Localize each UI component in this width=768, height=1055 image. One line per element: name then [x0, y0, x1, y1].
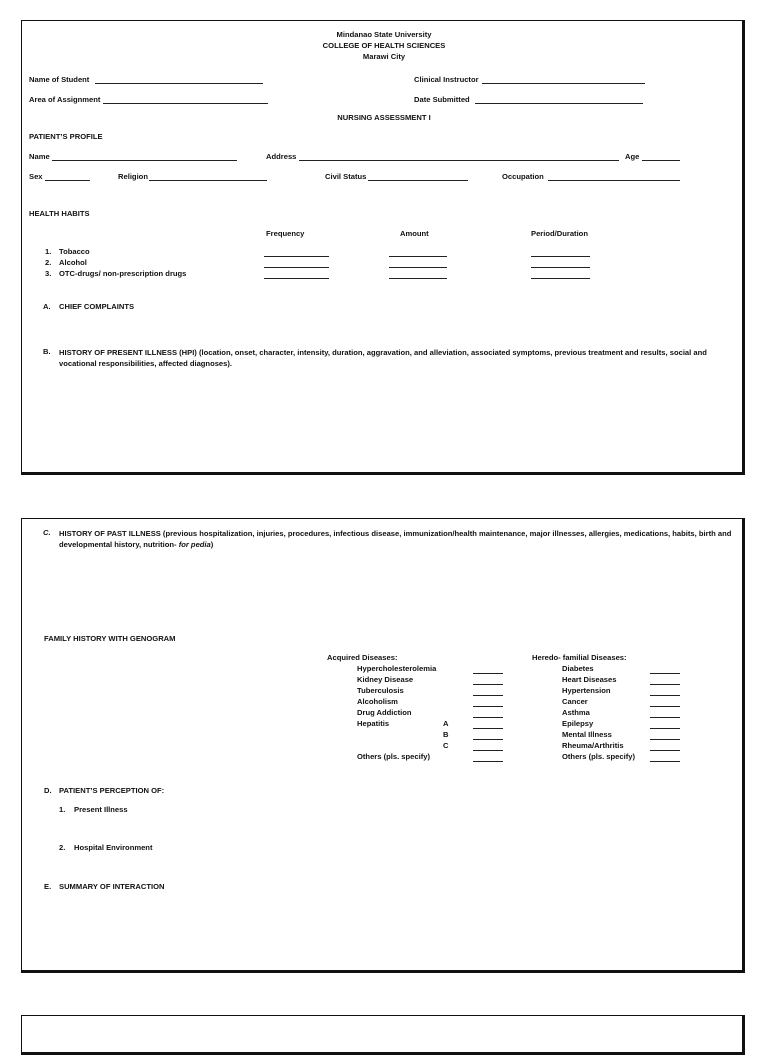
- acquired-disease-label: Drug Addiction: [357, 708, 412, 717]
- hepatitis-type-label: A: [443, 719, 449, 728]
- period-duration-column-header: Period/Duration: [531, 229, 588, 238]
- acquired-disease-blank[interactable]: [473, 717, 503, 718]
- acquired-disease-blank[interactable]: [473, 706, 503, 707]
- patient-perception-heading: PATIENT’S PERCEPTION OF:: [59, 786, 165, 795]
- chief-complaints-heading: CHIEF COMPLAINTS: [59, 302, 135, 311]
- heredo-disease-blank[interactable]: [650, 684, 680, 685]
- heredo-familial-heading: Heredo- familial Diseases:: [532, 653, 627, 662]
- tobacco-amount-blank[interactable]: [389, 256, 447, 257]
- patient-profile-heading: PATIENT’S PROFILE: [29, 132, 103, 141]
- hospital-environment-label: Hospital Environment: [74, 843, 153, 852]
- college-name: COLLEGE OF HEALTH SCIENCES: [322, 41, 446, 50]
- area-of-assignment-blank[interactable]: [103, 103, 268, 104]
- age-blank[interactable]: [642, 160, 680, 161]
- address-label: Address: [266, 152, 297, 161]
- address-blank[interactable]: [299, 160, 619, 161]
- habit-number: 1.: [45, 247, 52, 256]
- habit-number: 2.: [45, 258, 52, 267]
- acquired-disease-blank[interactable]: [473, 739, 503, 740]
- form-title: NURSING ASSESSMENT I: [337, 113, 431, 122]
- city-name: Marawi City: [362, 52, 406, 61]
- section-e-letter: E.: [44, 882, 52, 891]
- heredo-disease-label: Asthma: [562, 708, 590, 717]
- acquired-disease-blank[interactable]: [473, 728, 503, 729]
- area-of-assignment-label: Area of Assignment: [29, 95, 101, 104]
- acquired-disease-blank[interactable]: [473, 684, 503, 685]
- heredo-disease-label: Hypertension: [562, 686, 611, 695]
- acquired-disease-label: Tuberculosis: [357, 686, 404, 695]
- heredo-disease-label: Diabetes: [562, 664, 594, 673]
- sex-blank[interactable]: [45, 180, 90, 181]
- heredo-disease-blank[interactable]: [650, 717, 680, 718]
- name-of-student-blank[interactable]: [95, 83, 263, 84]
- section-c-letter: C.: [43, 528, 51, 537]
- past-illness-text-end: ): [210, 540, 214, 549]
- occupation-blank[interactable]: [548, 180, 680, 181]
- clinical-instructor-blank[interactable]: [482, 83, 645, 84]
- section-a-letter: A.: [43, 302, 51, 311]
- clinical-instructor-label: Clinical Instructor: [414, 75, 479, 84]
- civil-status-label: Civil Status: [325, 172, 367, 181]
- civil-status-blank[interactable]: [368, 180, 468, 181]
- habit-otc-drugs-label: OTC-drugs/ non-prescription drugs: [59, 269, 187, 278]
- past-illness-text: HISTORY OF PAST ILLNESS (previous hospitalization, injuries, procedures, infectious disease, immunization/health maintenance, major illnesses, allergies, medications, habits, birth and developmental history, nutrition-: [59, 529, 732, 549]
- acquired-disease-label: Hypercholesterolemia: [357, 664, 437, 673]
- past-illness-italic-text: for pedia: [178, 540, 211, 549]
- sex-label: Sex: [29, 172, 43, 181]
- tobacco-period-blank[interactable]: [531, 256, 590, 257]
- summary-of-interaction-heading: SUMMARY OF INTERACTION: [59, 882, 165, 891]
- perception-item-number: 2.: [59, 843, 66, 852]
- alcohol-frequency-blank[interactable]: [264, 267, 329, 268]
- amount-column-header: Amount: [400, 229, 429, 238]
- acquired-diseases-heading: Acquired Diseases:: [327, 653, 398, 662]
- heredo-disease-blank[interactable]: [650, 761, 680, 762]
- religion-blank[interactable]: [149, 180, 267, 181]
- tobacco-frequency-blank[interactable]: [264, 256, 329, 257]
- present-illness-label: Present Illness: [74, 805, 128, 814]
- frequency-column-header: Frequency: [266, 229, 305, 238]
- name-of-student-label: Name of Student: [29, 75, 90, 84]
- date-submitted-label: Date Submitted: [414, 95, 470, 104]
- acquired-disease-blank[interactable]: [473, 695, 503, 696]
- heredo-disease-blank[interactable]: [650, 728, 680, 729]
- acquired-disease-blank[interactable]: [473, 673, 503, 674]
- heredo-disease-label: Heart Diseases: [562, 675, 617, 684]
- past-illness-heading: [59, 528, 741, 550]
- acquired-disease-blank[interactable]: [473, 750, 503, 751]
- perception-item-number: 1.: [59, 805, 66, 814]
- otc-frequency-blank[interactable]: [264, 278, 329, 279]
- alcohol-period-blank[interactable]: [531, 267, 590, 268]
- heredo-disease-label: Rheuma/Arthritis: [562, 741, 624, 750]
- date-submitted-blank[interactable]: [475, 103, 643, 104]
- heredo-disease-label: Mental Illness: [562, 730, 612, 739]
- otc-amount-blank[interactable]: [389, 278, 447, 279]
- otc-period-blank[interactable]: [531, 278, 590, 279]
- acquired-disease-label: Hepatitis: [357, 719, 390, 728]
- form-page-3: [21, 1015, 745, 1055]
- form-page-1: [21, 20, 745, 475]
- habit-tobacco-label: Tobacco: [59, 247, 90, 256]
- family-history-heading: FAMILY HISTORY WITH GENOGRAM: [44, 634, 176, 643]
- patient-name-blank[interactable]: [52, 160, 237, 161]
- occupation-label: Occupation: [502, 172, 544, 181]
- patient-name-label: Name: [29, 152, 50, 161]
- health-habits-heading: HEALTH HABITS: [29, 209, 90, 218]
- section-b-letter: B.: [43, 347, 51, 356]
- habit-alcohol-label: Alcohol: [59, 258, 87, 267]
- alcohol-amount-blank[interactable]: [389, 267, 447, 268]
- university-name: Mindanao State University: [336, 30, 432, 39]
- acquired-disease-blank[interactable]: [473, 761, 503, 762]
- heredo-disease-blank[interactable]: [650, 739, 680, 740]
- heredo-disease-blank[interactable]: [650, 706, 680, 707]
- hepatitis-type-label: B: [443, 730, 449, 739]
- habit-number: 3.: [45, 269, 52, 278]
- heredo-disease-blank[interactable]: [650, 695, 680, 696]
- form-page-2: [21, 518, 745, 973]
- heredo-disease-label: Epilepsy: [562, 719, 594, 728]
- acquired-disease-label: Alcoholism: [357, 697, 398, 706]
- heredo-disease-blank[interactable]: [650, 750, 680, 751]
- section-d-letter: D.: [44, 786, 52, 795]
- heredo-disease-blank[interactable]: [650, 673, 680, 674]
- religion-label: Religion: [118, 172, 148, 181]
- hepatitis-type-label: C: [443, 741, 449, 750]
- acquired-others-label: Others (pls. specify): [357, 752, 431, 761]
- heredo-disease-label: Others (pls. specify): [562, 752, 636, 761]
- hpi-heading: HISTORY OF PRESENT ILLNESS (HPI) (location, onset, character, intensity, duration, aggravation, and alleviation, associated symptoms, previous treatment and results, social and vocational responsibilities, affected diagnoses).: [59, 348, 707, 368]
- age-label: Age: [625, 152, 640, 161]
- heredo-disease-label: Cancer: [562, 697, 588, 706]
- acquired-disease-label: Kidney Disease: [357, 675, 414, 684]
